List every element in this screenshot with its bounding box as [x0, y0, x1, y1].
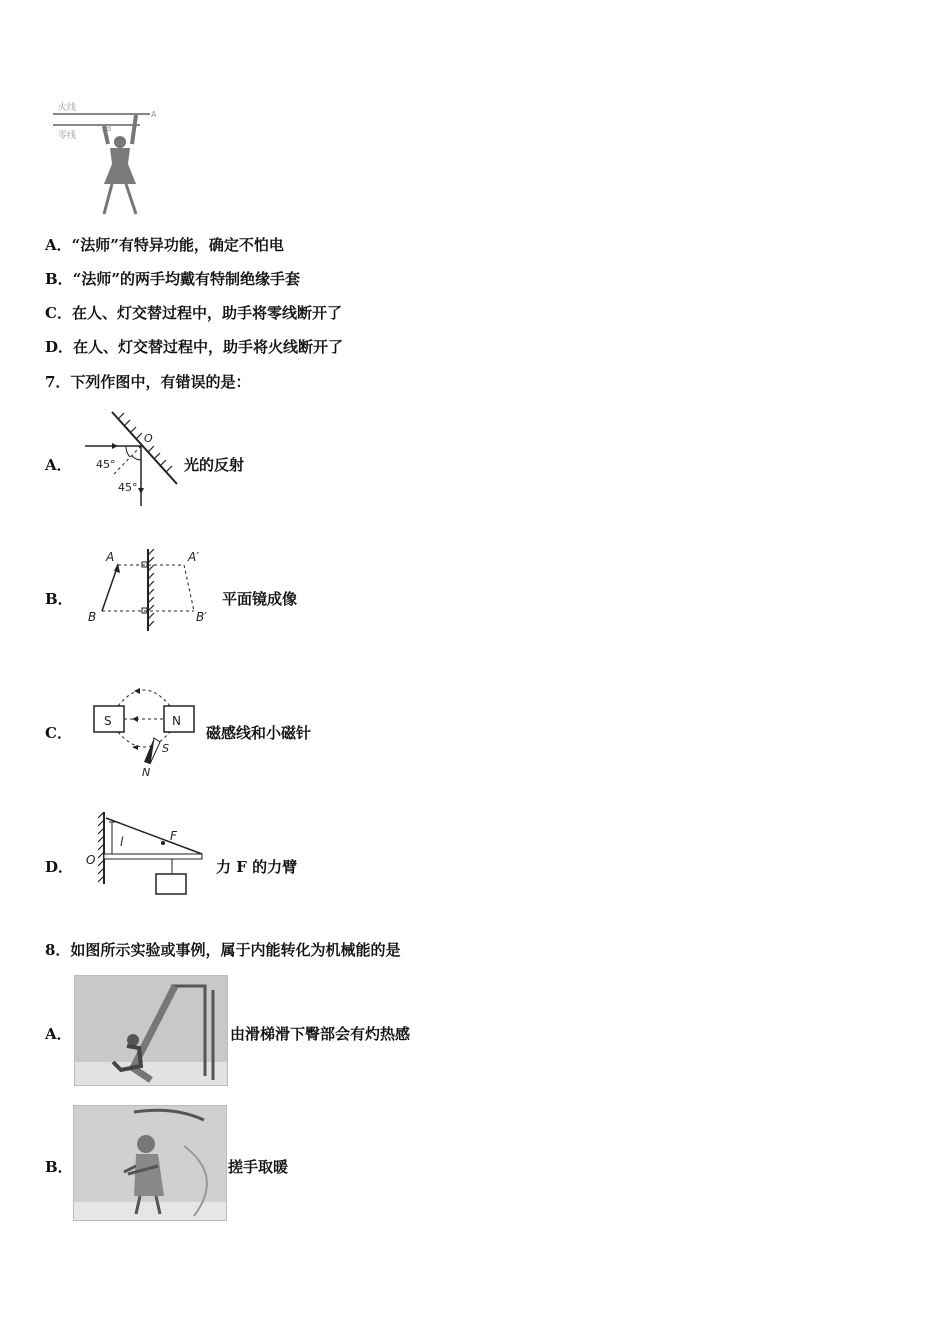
q6-option-d [45, 337, 343, 357]
angle-reflect-label: 45° [118, 481, 138, 494]
q6-option-c [45, 303, 342, 323]
q7-option-c-letter: C． [45, 724, 72, 742]
q7-option-b-letter: B． [45, 590, 73, 608]
option-letter: D． [45, 338, 74, 356]
neutral-wire-label: 零线 [58, 131, 77, 141]
needle-n-label: N [142, 766, 151, 779]
needle-s-label: S [162, 742, 169, 755]
q7-caption-d: 力 F 的力臂 [216, 858, 298, 876]
slide-illustration [75, 976, 227, 1085]
figure-lever-arm [84, 808, 214, 900]
q8-stem: 8．如图所示实验或事例，属于内能转化为机械能的是 [45, 941, 401, 959]
photo-slide [74, 975, 228, 1086]
point-o-label: O [144, 432, 153, 445]
figure-person-wires [48, 98, 163, 220]
q8-caption-b: 搓手取暖 [228, 1158, 289, 1176]
q8-caption-a: 由滑梯滑下臀部会有灼热感 [230, 1025, 411, 1043]
angle-incident-label: 45° [96, 458, 116, 471]
option-text: “法师”有特异功能，确定不怕电 [71, 236, 284, 254]
point-a-label: A [151, 110, 157, 119]
figure-plane-mirror [84, 545, 220, 635]
option-text: “法师”的两手均戴有特制绝缘手套 [72, 270, 300, 288]
option-text: 在人、灯交替过程中，助手将零线断开了 [71, 304, 342, 322]
force-f-label: F [170, 829, 177, 843]
option-text: 在人、灯交替过程中，助手将火线断开了 [73, 338, 344, 356]
photo-rub-hands [73, 1105, 227, 1221]
q8-option-b-letter: B． [45, 1158, 73, 1176]
option-letter: C． [45, 304, 72, 322]
q7-caption-c: 磁感线和小磁针 [206, 724, 312, 742]
point-b-label: B [88, 610, 97, 624]
q7-option-d-letter: D． [45, 858, 74, 876]
pivot-o-label: O [86, 853, 96, 867]
figure-magnetic-field [88, 676, 206, 780]
q6-option-a [45, 235, 284, 255]
magnet-s-label: S [104, 714, 112, 728]
figure-reflection [82, 408, 182, 510]
q8-option-a-letter: A． [45, 1025, 72, 1043]
arm-l-label: l [120, 835, 124, 849]
q7-caption-b: 平面镜成像 [222, 590, 298, 608]
magnet-n-label: N [172, 714, 181, 728]
q7-stem: 7．下列作图中，有错误的是： [45, 373, 251, 391]
option-letter: B． [45, 270, 73, 288]
option-letter: A． [45, 236, 72, 254]
q7-option-a-letter: A． [45, 456, 72, 474]
point-b-prime-label: B′ [196, 610, 207, 624]
q7-caption-a: 光的反射 [184, 456, 245, 474]
point-b-label: B [106, 124, 112, 133]
live-wire-label: 火线 [58, 103, 77, 113]
point-a-label: A [106, 550, 115, 564]
q6-option-b [45, 269, 300, 289]
rub-hands-illustration [74, 1106, 226, 1220]
point-a-prime-label: A′ [188, 550, 199, 564]
